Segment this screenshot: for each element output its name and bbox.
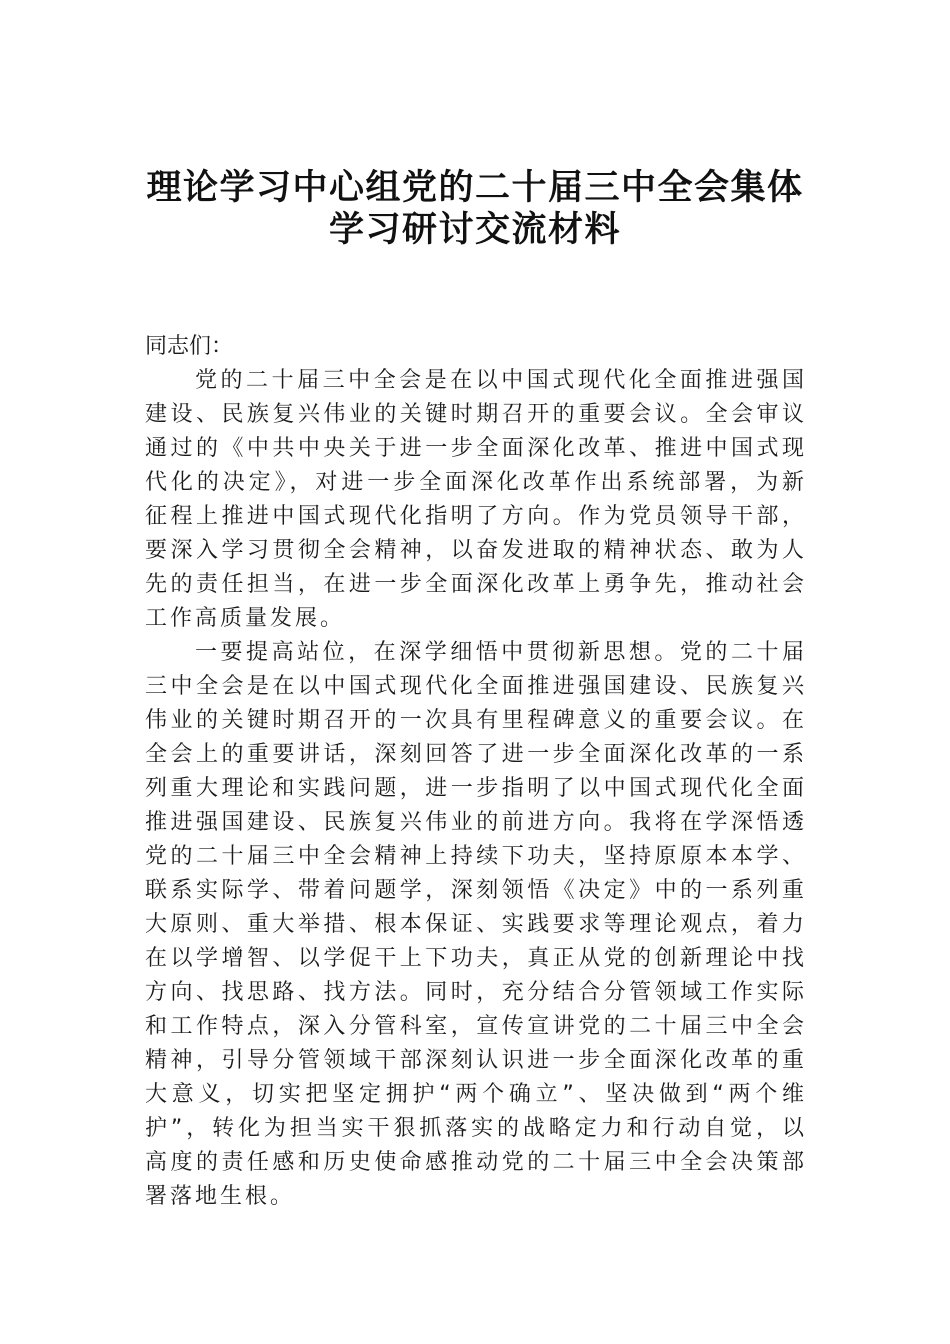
paragraph-intro: 党的二十届三中全会是在以中国式现代化全面推进强国建设、民族复兴伟业的关键时期召开的重要会议。全会审议通过的《中共中央关于进一步全面深化改革、推进中国式现代化的决定》，对进一步全面深化改革作出系统部署，为新征程上推进中国式现代化指明了方向。作为党员领导干部，要深入学习贯彻全会精神，以奋发进取的精神状态、敢为人先的责任担当，在进一步全面深化改革上勇争先，推动社会工作高质量发展。 <box>145 368 807 631</box>
salutation: 同志们： <box>145 334 234 359</box>
document-body <box>145 364 807 1214</box>
paragraph-point-one: 一要提高站位，在深学细悟中贯彻新思想。党的二十届三中全会是在以中国式现代化全面推进强国建设、民族复兴伟业的关键时期召开的一次具有里程碑意义的重要会议。在全会上的重要讲话，深刻回答了进一步全面深化改革的一系列重大理论和实践问题，进一步指明了以中国式现代化全面推进强国建设、民族复兴伟业的前进方向。我将在学深悟透党的二十届三中全会精神上持续下功夫，坚持原原本本学、联系实际学、带着问题学，深刻领悟《决定》中的一系列重大原则、重大举措、根本保证、实践要求等理论观点，着力在以学增智、以学促干上下功夫，真正从党的创新理论中找方向、找思路、找方法。同时，充分结合分管领域工作实际和工作特点，深入分管科室，宣传宣讲党的二十届三中全会精神，引导分管领域干部深刻认识进一步全面深化改革的重大意义，切实把坚定拥护“两个确立”、坚决做到“两个维护”，转化为担当实干狠抓落实的战略定力和行动自觉，以高度的责任感和历史使命感推动党的二十届三中全会决策部署落地生根。 <box>145 640 807 1209</box>
document-title-line-1: 理论学习中心组党的二十届三中全会集体 <box>146 167 804 208</box>
document-title-line-2: 学习研讨交流材料 <box>328 209 621 250</box>
